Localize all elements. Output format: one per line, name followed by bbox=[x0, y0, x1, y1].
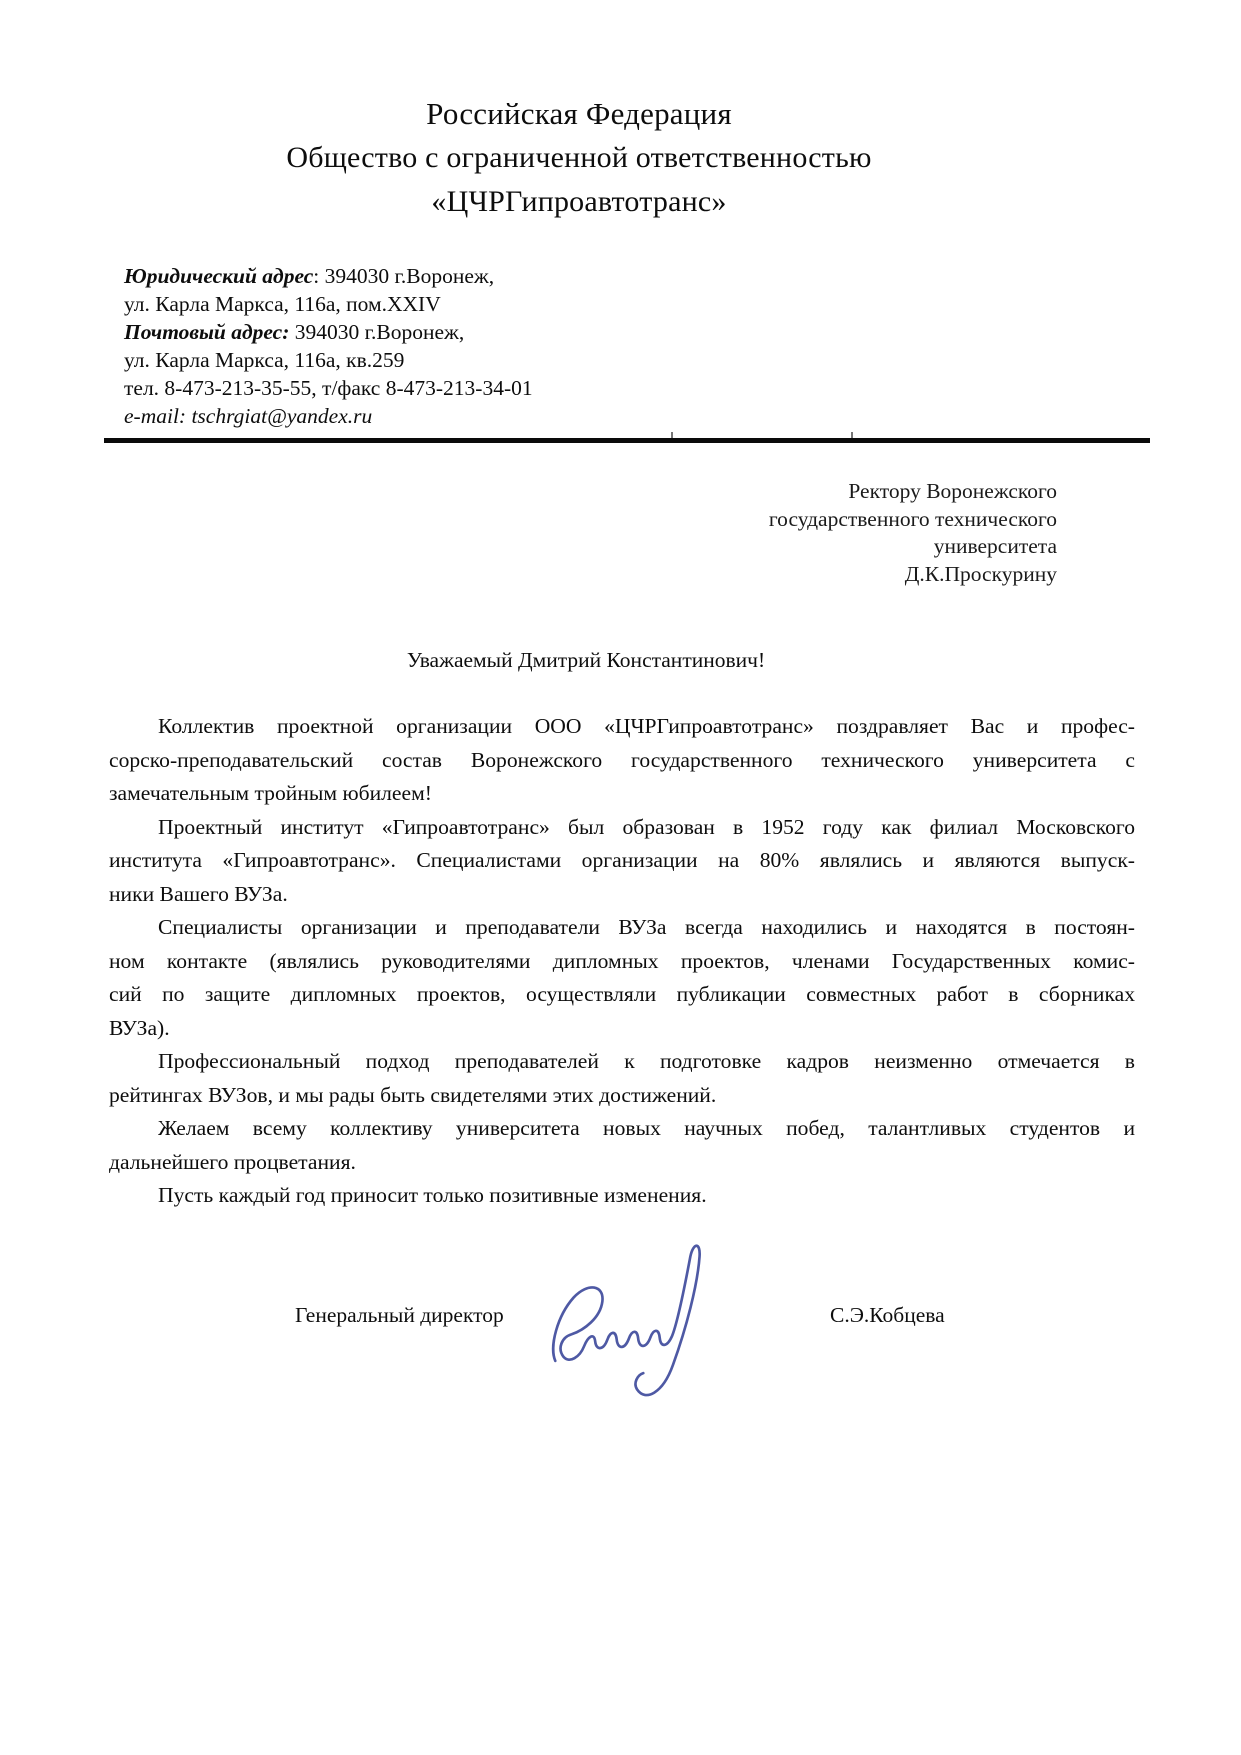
body-line: ники Вашего ВУЗа. bbox=[109, 881, 288, 906]
body-line: Специалисты организации и преподаватели ВУЗа всегда находились и находятся в постоян- bbox=[158, 915, 1135, 939]
body-line: Профессиональный подход преподавателей к подготовке кадров неизменно отмечается в bbox=[158, 1049, 1135, 1073]
rule-tick bbox=[851, 432, 853, 438]
body-line: Проектный институт «Гипроавтотранс» был образован в 1952 году как филиал Московского bbox=[158, 814, 1135, 839]
letterhead-country: Российская Федерация bbox=[426, 96, 732, 131]
body-line: Желаем всему коллективу университета новых научных побед, талантливых студентов и bbox=[158, 1116, 1135, 1140]
recipient-block bbox=[769, 478, 1057, 588]
recipient-line: Д.К.Проскурину bbox=[904, 561, 1057, 586]
salutation: Уважаемый Дмитрий Константинович! bbox=[406, 648, 766, 672]
postal-address-line1: Почтовый адрес: 394030 г.Воронеж, bbox=[124, 320, 465, 344]
body-line: рейтингах ВУЗов, и мы рады быть свидетелями этих достижений. bbox=[109, 1082, 717, 1107]
body-line: сий по защите дипломных проектов, осуществляли публикации совместных работ в сборниках bbox=[109, 982, 1135, 1006]
signer-name: С.Э.Кобцева bbox=[830, 1303, 945, 1327]
body-line: Пусть каждый год приносит только позитивные изменения. bbox=[158, 1183, 707, 1207]
recipient-line: государственного технического bbox=[768, 506, 1057, 531]
legal-address-label: Юридический адрес bbox=[124, 264, 314, 288]
rule-tick bbox=[671, 432, 673, 438]
email-line: e-mail: tschrgiat@yandex.ru bbox=[124, 404, 373, 428]
signature-stroke bbox=[553, 1246, 699, 1395]
signer-position-label: Генеральный директор bbox=[295, 1303, 504, 1327]
phone-line: тел. 8-473-213-35-55, т/факс 8-473-213-34-01 bbox=[124, 376, 533, 400]
recipient-line: университета bbox=[933, 534, 1057, 558]
body-line: института «Гипроавтотранс». Специалистами организации на 80% являлись и являются выпуск- bbox=[109, 848, 1135, 872]
body-line: ном контакте (являлись руководителями дипломных проектов, членами Государственных комис- bbox=[109, 948, 1135, 973]
header-divider-rule bbox=[104, 438, 1150, 443]
body-line: ВУЗа). bbox=[109, 1015, 170, 1040]
postal-address-label: Почтовый адрес: bbox=[124, 320, 290, 344]
letterhead-org-name: «ЦЧРГипроавтотранс» bbox=[431, 185, 727, 218]
body-line: замечательным тройным юбилеем! bbox=[109, 781, 432, 805]
body-line: сорско-преподавательский состав Воронежского государственного технического университета с bbox=[109, 747, 1135, 772]
contact-block bbox=[124, 262, 533, 430]
recipient-line: Ректору Воронежского bbox=[848, 479, 1057, 503]
letterhead-org-type: Общество с ограниченной ответственностью bbox=[286, 141, 872, 174]
letterhead bbox=[0, 92, 1158, 224]
letter-body bbox=[109, 710, 1135, 1213]
body-line: дальнейшего процветания. bbox=[109, 1149, 356, 1174]
legal-address-line1: Юридический адрес: 394030 г.Воронеж, bbox=[124, 264, 495, 288]
legal-address-line2: ул. Карла Маркса, 116а, пом.XXIV bbox=[124, 292, 441, 316]
handwritten-signature-icon bbox=[543, 1238, 763, 1406]
postal-address-line2: ул. Карла Маркса, 116а, кв.259 bbox=[124, 348, 405, 372]
body-line: Коллектив проектной организации ООО «ЦЧРГипроавтотранс» поздравляет Вас и профес- bbox=[158, 714, 1135, 738]
